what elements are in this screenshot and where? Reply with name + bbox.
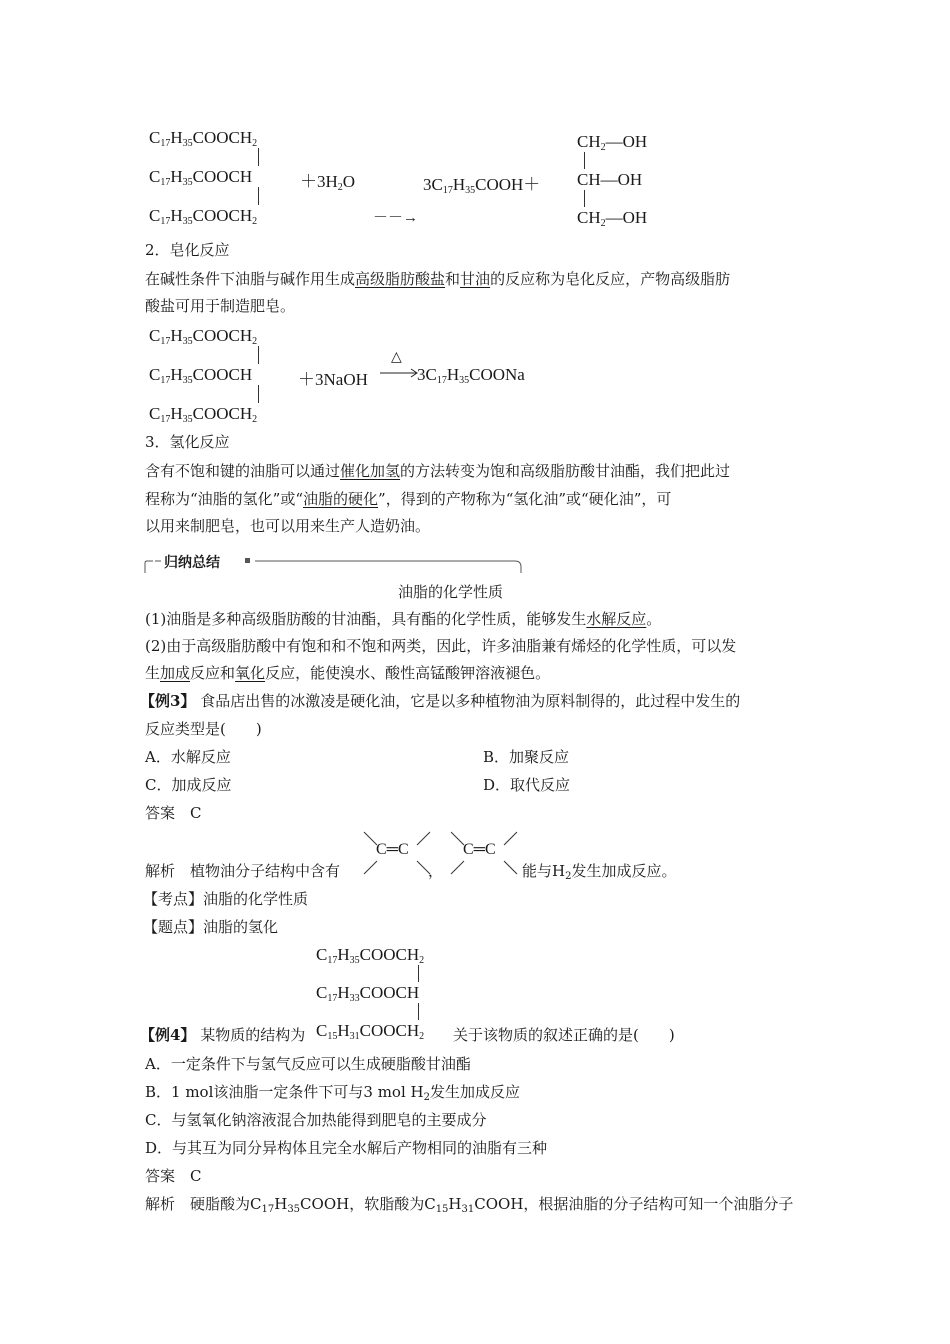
bond-line (418, 1003, 419, 1020)
reaction-arrow (380, 368, 420, 378)
bond-line (258, 148, 259, 166)
option-b[interactable]: B．加聚反应 (483, 748, 570, 766)
section-heading-saponification: 2．皂化反应 (145, 241, 230, 259)
option-d[interactable]: D．与其互为同分异构体且完全水解后产物相同的油脂有三种 (145, 1139, 548, 1157)
example-3-stem-line-1: 【例3】 食品店出售的冰激凌是硬化油，它是以多种植物油为原料制得的，此过程中发生的 (140, 692, 741, 710)
example-4-stem: 【例4】 某物质的结构为 (140, 1026, 306, 1044)
triglyceride-row-2: $C_{17}H_{35}COOCH$ (149, 167, 253, 188)
tidian: 【题点】油脂的氢化 (143, 918, 279, 936)
kaodian: 【考点】油脂的化学性质 (143, 890, 309, 908)
alkene-cc-left: C═C (376, 841, 409, 858)
example-3-answer: 答案 C (145, 804, 202, 822)
reagent-water: $+3H_2O$ (300, 172, 356, 193)
bond-line (584, 190, 585, 207)
heat-symbol: △ (391, 349, 402, 365)
triglyceride-row-3: $C_{17}H_{35}COOCH_2$ (149, 404, 258, 425)
example-3-analysis: 解析 植物油分子结构中含有 (145, 862, 341, 880)
reaction-arrow: －－→ (373, 210, 419, 226)
option-d[interactable]: D．取代反应 (483, 776, 571, 794)
hydrogenation-paragraph-line-2: 程称为“油脂的氢化”或“油脂的硬化”，得到的产物称为“氢化油”或“硬化油”，可 (145, 490, 672, 508)
example-3-stem-line-2: 反应类型是( ) (145, 720, 262, 738)
example-4-analysis: 解析 硬脂酸为$C_{17}H_{35}COOH$，软脂酸为$C_{15}H_{31}COOH$，根据油脂的分子结构可知一个油脂分子 (145, 1195, 794, 1215)
hydrogenation-paragraph-line-3: 以用来制肥皂，也可以用来生产人造奶油。 (145, 517, 431, 535)
option-a[interactable]: A．一定条件下与氢气反应可以生成硬脂酸甘油酯 (145, 1055, 471, 1073)
example-4-answer: 答案 C (145, 1167, 202, 1185)
bond-line (258, 385, 259, 403)
option-c[interactable]: C．与氢氧化钠溶液混合加热能得到肥皂的主要成分 (145, 1111, 487, 1129)
comma: ， (428, 862, 444, 880)
glycerol-row-3: $CH_2—OH$ (577, 208, 648, 229)
triglyceride-row-1: $C_{17}H_{35}COOCH_2$ (316, 945, 425, 966)
summary-title: 油脂的化学性质 (398, 583, 504, 601)
summary-point-2-line-1: (2)由于高级脂肪酸中有饱和和不饱和两类，因此，许多油脂兼有烯烃的化学性质，可以发 (145, 637, 737, 655)
summary-point-1: (1)油脂是多种高级脂肪酸的甘油酯，具有酯的化学性质，能够发生水解反应。 (145, 610, 662, 628)
option-a[interactable]: A．水解反应 (145, 748, 231, 766)
triglyceride-row-2: $C_{17}H_{33}COOCH$ (316, 983, 420, 1004)
bond-line (258, 346, 259, 364)
summary-label: 归纳总结 (164, 555, 220, 571)
bond-line (418, 965, 419, 982)
bond-line (584, 152, 585, 169)
glycerol-row-2: CH—OH (577, 170, 643, 189)
glycerol-row-1: $CH_2—OH$ (577, 132, 648, 153)
option-c[interactable]: C．加成反应 (145, 776, 232, 794)
example-3-analysis-tail: 能与$H_2$发生加成反应。 (522, 862, 677, 882)
alkene-cc-right: C═C (463, 841, 496, 858)
reagent-naoh: ＋3NaOH (298, 370, 368, 389)
triglyceride-row-1: $C_{17}H_{35}COOCH_2$ (149, 326, 258, 347)
triglyceride-row-1: $C_{17}H_{35}COOCH_2$ (149, 128, 258, 149)
section-heading-hydrogenation: 3．氢化反应 (145, 433, 230, 451)
product-sodium-stearate: $3C_{17}H_{35}COONa$ (417, 365, 525, 386)
example-4-stem-tail: 关于该物质的叙述正确的是( ) (453, 1026, 675, 1044)
triglyceride-row-3: $C_{15}H_{31}COOCH_2$ (316, 1021, 425, 1042)
product-stearic-acid: $3C_{17}H_{35}COOH+$ (423, 175, 541, 196)
summary-point-2-line-2: 生加成反应和氧化反应，能使溴水、酸性高锰酸钾溶液褪色。 (145, 664, 551, 682)
bond-line (258, 187, 259, 205)
triglyceride-row-3: $C_{17}H_{35}COOCH_2$ (149, 206, 258, 227)
saponification-paragraph-line-1: 在碱性条件下油脂与碱作用生成高级脂肪酸盐和甘油的反应称为皂化反应，产物高级脂肪 (145, 270, 731, 288)
hydrogenation-paragraph-line-1: 含有不饱和键的油脂可以通过催化加氢的方法转变为饱和高级脂肪酸甘油酯，我们把此过 (145, 462, 731, 480)
option-b[interactable]: B．1 mol该油脂一定条件下可与3 mol $H_2$发生加成反应 (145, 1083, 520, 1103)
saponification-paragraph-line-2: 酸盐可用于制造肥皂。 (145, 297, 296, 315)
triglyceride-row-2: $C_{17}H_{35}COOCH$ (149, 365, 253, 386)
